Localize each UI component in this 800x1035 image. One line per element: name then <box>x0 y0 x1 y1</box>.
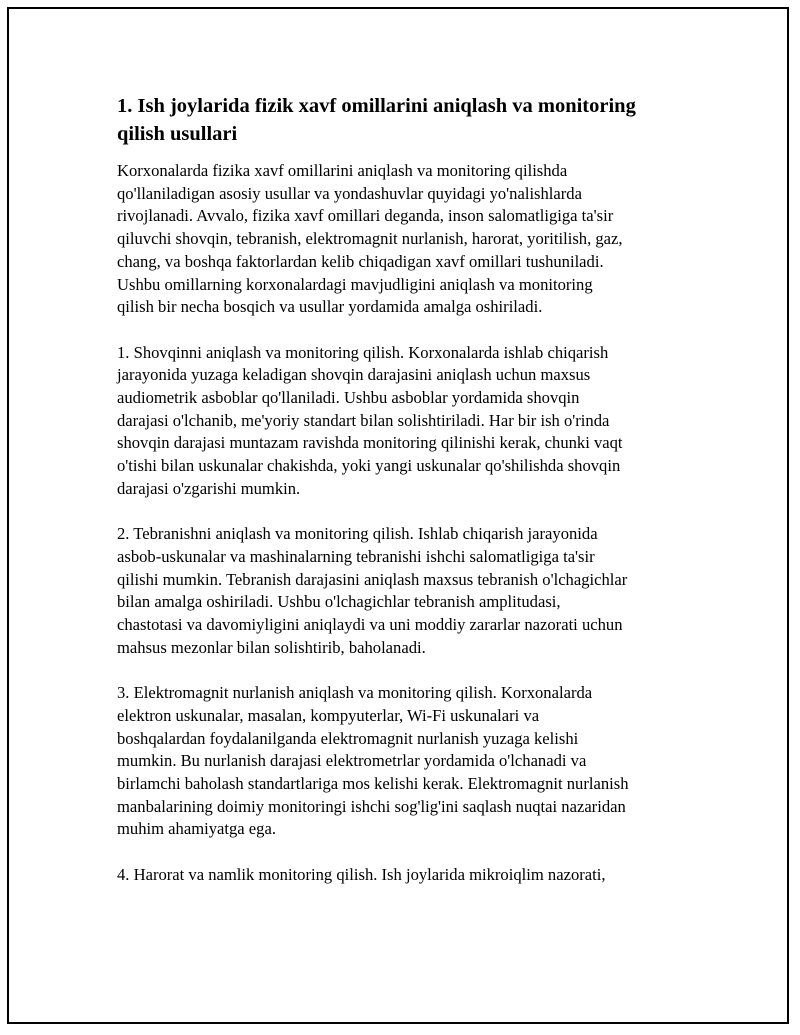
text-line: asbob-uskunalar va mashinalarning tebranishi ishchi salomatligiga ta'sir <box>117 546 595 566</box>
text-line: 1. Shovqinni aniqlash va monitoring qilish. Korxonalarda ishlab chiqarish <box>117 342 609 362</box>
text-line: boshqalardan foydalanilganda elektromagnit nurlanish yuzaga kelishi <box>117 728 579 748</box>
title-line: 1. Ish joylarida fizik xavf omillarini aniqlash va monitoring <box>117 95 636 117</box>
vibration-monitoring-paragraph <box>117 523 687 659</box>
text-line: birlamchi baholash standartlariga mos kelishi kerak. Elektromagnit nurlanish <box>117 773 629 793</box>
text-line: audiometrik asboblar qo'llaniladi. Ushbu asboblar yordamida shovqin <box>117 388 580 408</box>
text-line: chang, va boshqa faktorlardan kelib chiqadigan xavf omillari tushuniladi. <box>117 251 604 271</box>
text-line: muhim ahamiyatga ega. <box>117 819 276 839</box>
title-line: qilish usullari <box>117 123 238 145</box>
text-line: chastotasi va davomiyligini aniqlaydi va uni moddiy zararlar nazorati uchun <box>117 615 623 635</box>
text-line: bilan amalga oshiriladi. Ushbu o'lchagichlar tebranish amplitudasi, <box>117 592 561 612</box>
intro-paragraph <box>117 160 687 319</box>
text-line: rivojlanadi. Avvalo, fizika xavf omillari deganda, inson salomatligiga ta'sir <box>117 206 614 226</box>
text-line: Korxonalarda fizika xavf omillarini aniqlash va monitoring qilishda <box>117 161 568 180</box>
text-line: qiluvchi shovqin, tebranish, elektromagnit nurlanish, harorat, yoritilish, gaz, <box>117 229 623 249</box>
document-body <box>117 92 687 909</box>
text-line: Ushbu omillarning korxonalardagi mavjudligini aniqlash va monitoring <box>117 274 593 294</box>
temperature-monitoring-paragraph <box>117 864 687 887</box>
document-title <box>117 92 687 148</box>
text-line: darajasi o'zgarishi mumkin. <box>117 478 301 498</box>
text-line: o'tishi bilan uskunalar chakishda, yoki yangi uskunalar qo'shilishda shovqin <box>117 456 621 476</box>
text-line: 3. Elektromagnit nurlanish aniqlash va monitoring qilish. Korxonalarda <box>117 683 593 703</box>
text-line: qo'llaniladigan asosiy usullar va yondashuvlar quyidagi yo'nalishlarda <box>117 183 582 203</box>
text-line: mahsus mezonlar bilan solishtirib, baholanadi. <box>117 637 426 657</box>
text-line: qilishi mumkin. Tebranish darajasini aniqlash maxsus tebranish o'lchagichlar <box>117 569 628 589</box>
text-line: jarayonida yuzaga keladigan shovqin darajasini aniqlash uchun maxsus <box>117 365 591 385</box>
text-line: darajasi o'lchanib, me'yoriy standart bilan solishtiriladi. Har bir ish o'rinda <box>117 410 610 430</box>
text-line: manbalarining doimiy monitoringi ishchi sog'lig'ini saqlash nuqtai nazaridan <box>117 796 626 816</box>
electromagnetic-monitoring-paragraph <box>117 682 687 841</box>
text-line: qilish bir necha bosqich va usullar yordamida amalga oshiriladi. <box>117 297 543 317</box>
text-line: mumkin. Bu nurlanish darajasi elektrometrlar yordamida o'lchanadi va <box>117 751 587 771</box>
noise-monitoring-paragraph <box>117 342 687 501</box>
text-line: 4. Harorat va namlik monitoring qilish. Ish joylarida mikroiqlim nazorati, <box>117 864 606 884</box>
text-line: elektron uskunalar, masalan, kompyuterlar, Wi-Fi uskunalari va <box>117 705 540 725</box>
text-line: shovqin darajasi muntazam ravishda monitoring qilinishi kerak, chunki vaqt <box>117 433 623 453</box>
text-line: 2. Tebranishni aniqlash va monitoring qilish. Ishlab chiqarish jarayonida <box>117 524 598 544</box>
